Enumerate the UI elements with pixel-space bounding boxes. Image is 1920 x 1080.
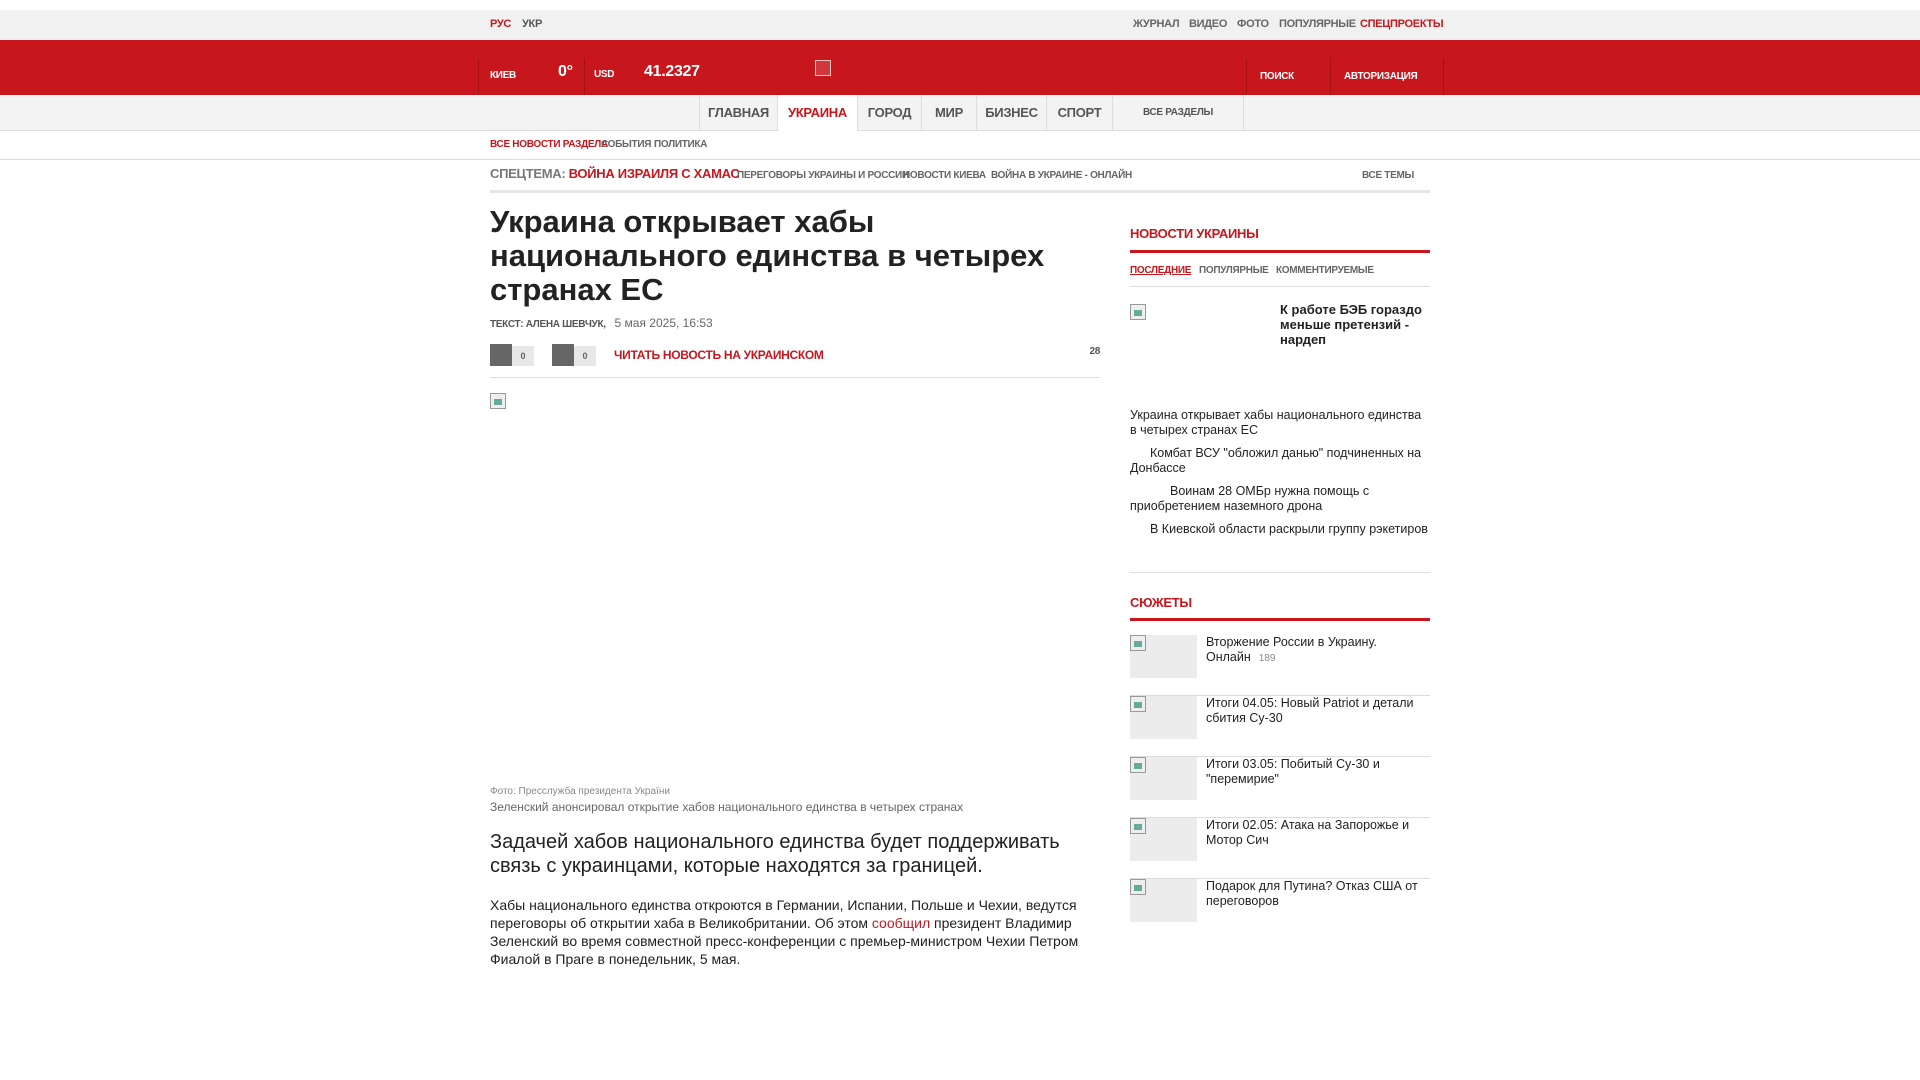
share-row — [490, 344, 1100, 378]
nav-sport[interactable]: СПОРТ — [1046, 95, 1112, 131]
featured-news-title[interactable]: К работе БЭБ гораздо меньше претензий - нардеп — [1280, 302, 1422, 347]
top-bar — [0, 10, 1920, 40]
stories-section-header — [1130, 595, 1430, 610]
specprojects-link[interactable]: СПЕЦПРОЕКТЫ — [1360, 18, 1444, 30]
story-item[interactable] — [1130, 879, 1430, 940]
featured-image[interactable] — [1130, 304, 1146, 325]
sub-nav — [0, 131, 1920, 160]
story-thumbnail[interactable] — [1130, 757, 1197, 800]
subnav-politics[interactable]: ПОЛИТИКА — [654, 139, 708, 150]
subnav-all-news[interactable]: ВСЕ НОВОСТИ РАЗДЕЛА — [490, 139, 608, 150]
author[interactable]: ТЕКСТ: АЛЕНА ШЕВЧУК, — [490, 319, 606, 330]
story-item[interactable] — [1130, 696, 1430, 757]
story-title-text: Вторжение России в Украину. Онлайн — [1206, 635, 1377, 664]
tab-popular[interactable]: ПОПУЛЯРНЫЕ — [1199, 265, 1269, 276]
article-body — [490, 896, 1110, 968]
photo-caption: Зеленский анонсировал открытие хабов национального единства в четырех странах — [490, 800, 964, 814]
story-title[interactable]: Подарок для Путина? Отказ США от переговоров — [1206, 879, 1418, 908]
tab-commented[interactable]: КОММЕНТИРУЕМЫЕ — [1276, 265, 1374, 276]
article-title: Украина открывает хабы национального единства в четырех странах ЕС — [490, 204, 1045, 307]
divider — [1130, 572, 1430, 573]
news-item[interactable]: Воинам 28 ОМБр нужна помощь с приобретением наземного дрона — [1130, 484, 1370, 513]
story-thumbnail[interactable] — [1130, 635, 1197, 678]
topics-all[interactable]: ВСЕ ТЕМЫ — [1362, 170, 1415, 181]
story-thumbnail[interactable] — [1130, 818, 1197, 861]
site-logo[interactable] — [815, 60, 831, 76]
currency-label: USD — [594, 69, 615, 80]
body-text-part: Хабы национального единства откроются в Германии, Испании, Польше и Чехии, ведутся переговоры об открытии хаба в Великобритании. Об этом — [490, 897, 1077, 931]
nav-world[interactable]: МИР — [921, 95, 976, 131]
news-item[interactable]: В Киевской области раскрыли группу рэкетиров — [1150, 522, 1428, 536]
topic-war-online[interactable]: ВОЙНА В УКРАИНЕ - ОНЛАЙН — [991, 170, 1132, 181]
lang-ru-link[interactable]: РУС — [490, 18, 512, 30]
nav-business[interactable]: БИЗНЕС — [976, 95, 1046, 131]
broken-image-icon — [1130, 304, 1146, 320]
byline — [490, 316, 713, 330]
nav-ukraine[interactable]: УКРАИНА — [777, 95, 857, 131]
photo-credit: Фото: Пресслужба президента України — [490, 786, 670, 797]
news-item[interactable]: Украина открывает хабы национального единства в четырех странах ЕС — [1130, 408, 1422, 437]
story-title[interactable]: Итоги 02.05: Атака на Запорожье и Мотор Сич — [1206, 818, 1410, 847]
main-nav — [0, 95, 1920, 131]
news-section-title[interactable]: НОВОСТИ УКРАИНЫ — [1130, 226, 1259, 241]
story-title[interactable]: Итоги 04.05: Новый Patriot и детали сбития Су-30 — [1206, 696, 1414, 725]
nav-city[interactable]: ГОРОД — [857, 95, 921, 131]
journal-link[interactable]: ЖУРНАЛ — [1133, 18, 1180, 30]
story-count: 189 — [1258, 653, 1276, 664]
photo-link[interactable]: ФОТО — [1237, 18, 1269, 30]
view-count: 28 — [1089, 346, 1100, 357]
subnav-events[interactable]: СОБЫТИЯ — [601, 139, 652, 150]
special-topic-label: СПЕЦТЕМА: — [490, 166, 566, 181]
lang-ua-link[interactable]: УКР — [522, 18, 542, 30]
tab-latest[interactable]: ПОСЛЕДНИЕ — [1130, 265, 1192, 276]
currency-rate: 41.2327 — [644, 63, 700, 80]
body-text-part: президент Владимир Зеленский во время совместной пресс-конференции с премьер-министром Чехии Петром Фиалой в Праге в понедельник, 5 мая. — [490, 915, 1079, 967]
divider — [1246, 58, 1247, 95]
special-topic[interactable] — [490, 166, 739, 181]
story-item[interactable] — [1130, 757, 1430, 818]
red-divider — [1130, 618, 1430, 621]
read-ukrainian-link[interactable]: ЧИТАТЬ НОВОСТЬ НА УКРАИНСКОМ — [614, 348, 824, 362]
article-photo — [490, 393, 1100, 777]
search-button[interactable]: ПОИСК — [1260, 71, 1294, 82]
story-item[interactable] — [1130, 635, 1430, 696]
news-section-header — [1130, 226, 1430, 241]
broken-image-icon — [1130, 757, 1146, 773]
story-title[interactable] — [1206, 635, 1430, 666]
special-topics-bar — [490, 161, 1430, 193]
header-bar — [0, 40, 1920, 95]
news-tabs — [1130, 265, 1430, 287]
share-count-1: 0 — [512, 346, 534, 366]
divider — [478, 58, 479, 95]
login-button[interactable]: АВТОРИЗАЦИЯ — [1344, 71, 1418, 82]
city-label: КИЕВ — [490, 70, 516, 81]
popular-link[interactable]: ПОПУЛЯРНЫЕ — [1279, 18, 1356, 30]
broken-image-icon — [1130, 635, 1146, 651]
source-link[interactable]: сообщил — [871, 915, 931, 931]
temperature: 0° — [558, 63, 573, 80]
news-list — [1130, 408, 1430, 545]
publish-date: 5 мая 2025, 16:53 — [614, 316, 713, 330]
story-title[interactable]: Итоги 03.05: Побитый Су-30 и "перемирие" — [1206, 757, 1380, 786]
story-thumbnail[interactable] — [1130, 696, 1197, 739]
special-topic-link[interactable]: ВОЙНА ИЗРАИЛЯ С ХАМАС — [568, 166, 740, 181]
share-button-1[interactable] — [490, 344, 512, 366]
divider — [1330, 58, 1331, 95]
story-item[interactable] — [1130, 818, 1430, 879]
stories-section-title[interactable]: СЮЖЕТЫ — [1130, 595, 1192, 610]
broken-image-icon — [1130, 818, 1146, 834]
red-divider — [1130, 250, 1430, 253]
broken-image-icon — [1130, 879, 1146, 895]
share-button-2[interactable] — [552, 344, 574, 366]
share-count-2: 0 — [574, 346, 596, 366]
broken-image-icon — [1130, 696, 1146, 712]
broken-image-icon — [490, 393, 506, 409]
story-thumbnail[interactable] — [1130, 879, 1197, 922]
video-link[interactable]: ВИДЕО — [1189, 18, 1228, 30]
divider — [584, 58, 585, 95]
divider — [1443, 58, 1444, 95]
topic-kyiv-news[interactable]: НОВОСТИ КИЕВА — [903, 170, 986, 181]
topic-negotiations[interactable]: ПЕРЕГОВОРЫ УКРАИНЫ И РОССИИ — [737, 170, 909, 181]
article-lead: Задачей хабов национального единства будет поддерживать связь с украинцами, которые находятся за границей. — [490, 831, 1060, 877]
nav-main[interactable]: ГЛАВНАЯ — [699, 95, 777, 131]
nav-all-sections[interactable]: ВСЕ РАЗДЕЛЫ — [1112, 95, 1244, 131]
news-item[interactable]: Комбат ВСУ "обложил данью" подчиненных на Донбассе — [1130, 446, 1422, 475]
